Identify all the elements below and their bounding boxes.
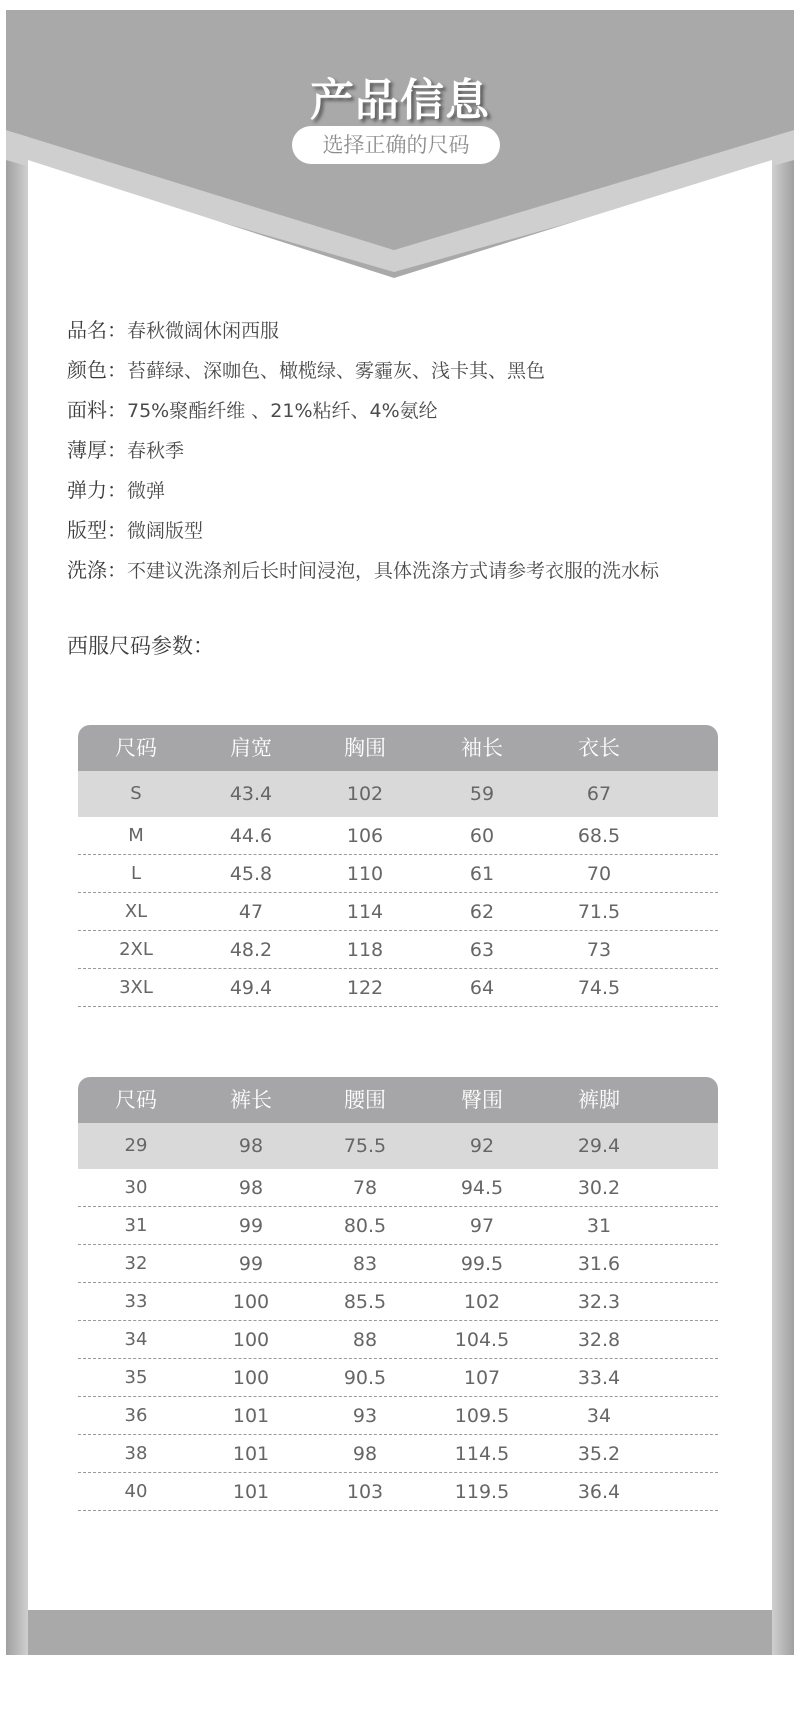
table-cell: 98 xyxy=(238,1177,264,1199)
info-value: 75%聚酯纤维 、21%粘纤、4%氨纶 xyxy=(127,400,438,422)
table-body xyxy=(78,1123,718,1511)
table-cell: 98 xyxy=(238,1135,264,1157)
table-cell: 64 xyxy=(469,977,495,999)
table-cell: 45.8 xyxy=(229,863,273,885)
table-cell: 118 xyxy=(346,939,384,961)
table-cell: XL xyxy=(124,901,148,922)
header-cell: 臀围 xyxy=(461,1088,503,1112)
info-row-fit xyxy=(67,510,659,550)
info-label: 弹力： xyxy=(67,478,127,502)
table-cell: 110 xyxy=(346,863,384,885)
table-cell: 48.2 xyxy=(229,939,273,961)
table-row xyxy=(78,855,718,893)
table-cell: 80.5 xyxy=(343,1215,387,1237)
table-cell: 34 xyxy=(586,1405,612,1427)
table-cell: 100 xyxy=(232,1291,270,1313)
info-row-name xyxy=(67,310,659,350)
table-cell: M xyxy=(128,825,144,846)
table-cell: 29 xyxy=(124,1135,148,1156)
table-cell: 59 xyxy=(469,783,495,805)
table-cell: 30 xyxy=(124,1177,148,1198)
info-value: 春秋微阔休闲西服 xyxy=(127,320,280,342)
info-row-color xyxy=(67,350,659,390)
info-value: 苔藓绿、深咖色、橄榄绿、雾霾灰、浅卡其、黑色 xyxy=(127,360,546,382)
jacket-size-table xyxy=(78,725,718,1007)
table-cell: L xyxy=(130,863,142,884)
table-row xyxy=(78,893,718,931)
table-row xyxy=(78,931,718,969)
table-cell: 30.2 xyxy=(577,1177,621,1199)
table-cell: 85.5 xyxy=(343,1291,387,1313)
table-cell: 103 xyxy=(346,1481,384,1503)
table-cell: 29.4 xyxy=(577,1135,621,1157)
table-row xyxy=(78,1473,718,1511)
table-cell: 90.5 xyxy=(343,1367,387,1389)
header-cell: 袖长 xyxy=(461,736,503,760)
table-cell: 122 xyxy=(346,977,384,999)
table-cell: 31 xyxy=(124,1215,148,1236)
size-heading: 西服尺码参数： xyxy=(67,634,214,658)
table-cell: 73 xyxy=(586,939,612,961)
table-row xyxy=(78,969,718,1007)
header-cell: 肩宽 xyxy=(230,736,272,760)
table-cell: 33.4 xyxy=(577,1367,621,1389)
subtitle-badge: 选择正确的尺码 xyxy=(292,126,500,164)
table-cell: 68.5 xyxy=(577,825,621,847)
table-cell: 99.5 xyxy=(460,1253,504,1275)
info-label: 洗涤： xyxy=(67,558,127,582)
table-cell: 32.8 xyxy=(577,1329,621,1351)
table-cell: 31.6 xyxy=(577,1253,621,1275)
table-row xyxy=(78,771,718,817)
table-cell: 61 xyxy=(469,863,495,885)
table-cell: 49.4 xyxy=(229,977,273,999)
table-cell: 74.5 xyxy=(577,977,621,999)
info-row-fabric xyxy=(67,390,659,430)
table-cell: 36.4 xyxy=(577,1481,621,1503)
header-cell: 裤长 xyxy=(230,1088,272,1112)
table-cell: 78 xyxy=(352,1177,378,1199)
table-cell: 32 xyxy=(124,1253,148,1274)
info-label: 面料： xyxy=(67,398,127,422)
table-cell: 93 xyxy=(352,1405,378,1427)
table-cell: 83 xyxy=(352,1253,378,1275)
table-cell: 32.3 xyxy=(577,1291,621,1313)
pants-size-table xyxy=(78,1077,718,1511)
table-cell: 101 xyxy=(232,1405,270,1427)
info-row-elasticity xyxy=(67,470,659,510)
info-label: 颜色： xyxy=(67,358,127,382)
info-label: 版型： xyxy=(67,518,127,542)
header-cell: 裤脚 xyxy=(578,1088,620,1112)
table-cell: 36 xyxy=(124,1405,148,1426)
table-cell: 102 xyxy=(463,1291,501,1313)
table-cell: 100 xyxy=(232,1329,270,1351)
table-header xyxy=(78,1077,718,1123)
table-cell: 104.5 xyxy=(454,1329,510,1351)
table-cell: 31 xyxy=(586,1215,612,1237)
product-info-list xyxy=(67,310,659,590)
table-cell: 35 xyxy=(124,1367,148,1388)
table-row xyxy=(78,1169,718,1207)
table-cell: 2XL xyxy=(119,939,153,960)
table-row xyxy=(78,1123,718,1169)
table-cell: 106 xyxy=(346,825,384,847)
table-body xyxy=(78,771,718,1007)
table-row xyxy=(78,1283,718,1321)
table-cell: 94.5 xyxy=(460,1177,504,1199)
table-cell: 75.5 xyxy=(343,1135,387,1157)
table-cell: 38 xyxy=(124,1443,148,1464)
table-cell: 62 xyxy=(469,901,495,923)
table-cell: 102 xyxy=(346,783,384,805)
table-row xyxy=(78,1435,718,1473)
table-cell: 43.4 xyxy=(229,783,273,805)
table-row xyxy=(78,1321,718,1359)
header-cell: 尺码 xyxy=(115,736,157,760)
header-cell: 腰围 xyxy=(344,1088,386,1112)
table-cell: 63 xyxy=(469,939,495,961)
table-cell: 97 xyxy=(469,1215,495,1237)
table-cell: 71.5 xyxy=(577,901,621,923)
table-cell: 107 xyxy=(463,1367,501,1389)
table-cell: 34 xyxy=(124,1329,148,1350)
table-cell: 98 xyxy=(352,1443,378,1465)
table-cell: 3XL xyxy=(119,977,153,998)
table-cell: 119.5 xyxy=(454,1481,510,1503)
table-row xyxy=(78,817,718,855)
header-cell: 尺码 xyxy=(115,1088,157,1112)
info-label: 品名： xyxy=(67,318,127,342)
table-cell: 101 xyxy=(232,1481,270,1503)
info-row-washing xyxy=(67,550,659,590)
table-cell: 101 xyxy=(232,1443,270,1465)
table-cell: 114.5 xyxy=(454,1443,510,1465)
table-row xyxy=(78,1207,718,1245)
table-row xyxy=(78,1359,718,1397)
table-cell: 44.6 xyxy=(229,825,273,847)
table-cell: 67 xyxy=(586,783,612,805)
table-cell: 109.5 xyxy=(454,1405,510,1427)
table-cell: 88 xyxy=(352,1329,378,1351)
table-cell: 70 xyxy=(586,863,612,885)
page-title: 产品信息 xyxy=(310,75,490,126)
info-label: 薄厚： xyxy=(67,438,127,462)
info-value: 不建议洗涤剂后长时间浸泡，具体洗涤方式请参考衣服的洗水标 xyxy=(127,560,660,582)
header-cell: 衣长 xyxy=(578,736,620,760)
header-cell: 胸围 xyxy=(344,736,386,760)
table-cell: 60 xyxy=(469,825,495,847)
table-row xyxy=(78,1245,718,1283)
table-cell: 99 xyxy=(238,1215,264,1237)
table-cell: 47 xyxy=(238,901,264,923)
table-cell: 35.2 xyxy=(577,1443,621,1465)
table-cell: S xyxy=(130,783,142,804)
table-cell: 100 xyxy=(232,1367,270,1389)
info-value: 微弹 xyxy=(127,480,166,502)
info-row-thickness xyxy=(67,430,659,470)
table-cell: 40 xyxy=(124,1481,148,1502)
table-cell: 33 xyxy=(124,1291,148,1312)
table-header xyxy=(78,725,718,771)
table-cell: 99 xyxy=(238,1253,264,1275)
table-cell: 92 xyxy=(469,1135,495,1157)
info-value: 春秋季 xyxy=(127,440,185,462)
table-row xyxy=(78,1397,718,1435)
table-cell: 114 xyxy=(346,901,384,923)
info-value: 微阔版型 xyxy=(127,520,204,542)
